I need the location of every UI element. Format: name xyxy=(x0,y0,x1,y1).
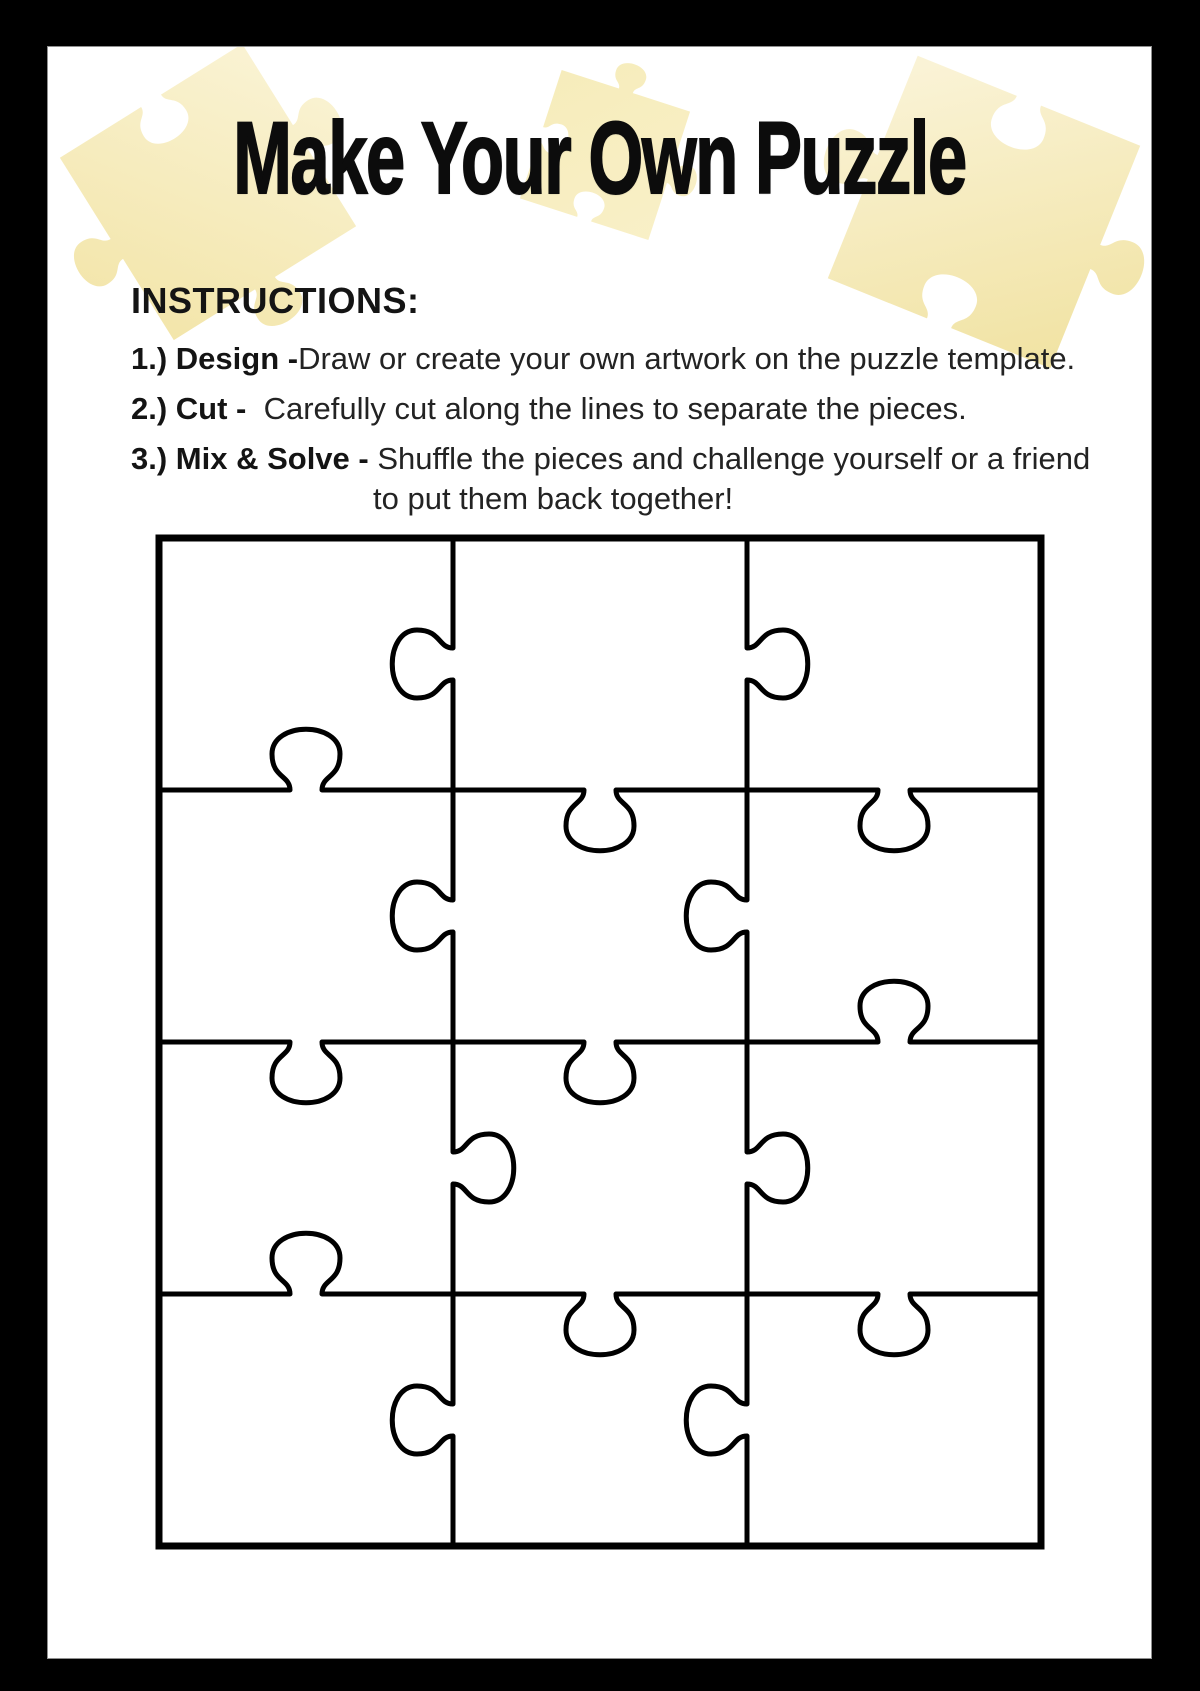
puzzle-piece-right-icon xyxy=(782,47,1152,387)
step-1-label: 1.) Design - xyxy=(131,341,299,376)
puzzle-template-grid xyxy=(152,531,1048,1553)
instruction-step-1 xyxy=(131,341,1075,377)
step-2-label: 2.) Cut - xyxy=(131,391,247,426)
step-3-text: Shuffle the pieces and challenge yourself or a friend xyxy=(368,441,1091,476)
instructions-heading: INSTRUCTIONS: xyxy=(131,280,420,321)
page-title: Make Your Own Puzzle xyxy=(233,101,966,215)
step-1-text: Draw or create your own artwork on the puzzle template. xyxy=(298,341,1076,376)
puzzle-horizontal-divider xyxy=(159,981,1041,1103)
step-2-text: Carefully cut along the lines to separate the pieces. xyxy=(246,391,967,426)
puzzle-horizontal-divider xyxy=(159,1233,1041,1355)
step-3-label: 3.) Mix & Solve - xyxy=(131,441,369,476)
instruction-step-3 xyxy=(131,441,1090,477)
document-page xyxy=(47,46,1152,1659)
puzzle-horizontal-divider xyxy=(159,729,1041,851)
instruction-step-3-line-2: to put them back together! xyxy=(373,481,734,516)
instruction-step-2 xyxy=(131,391,967,427)
